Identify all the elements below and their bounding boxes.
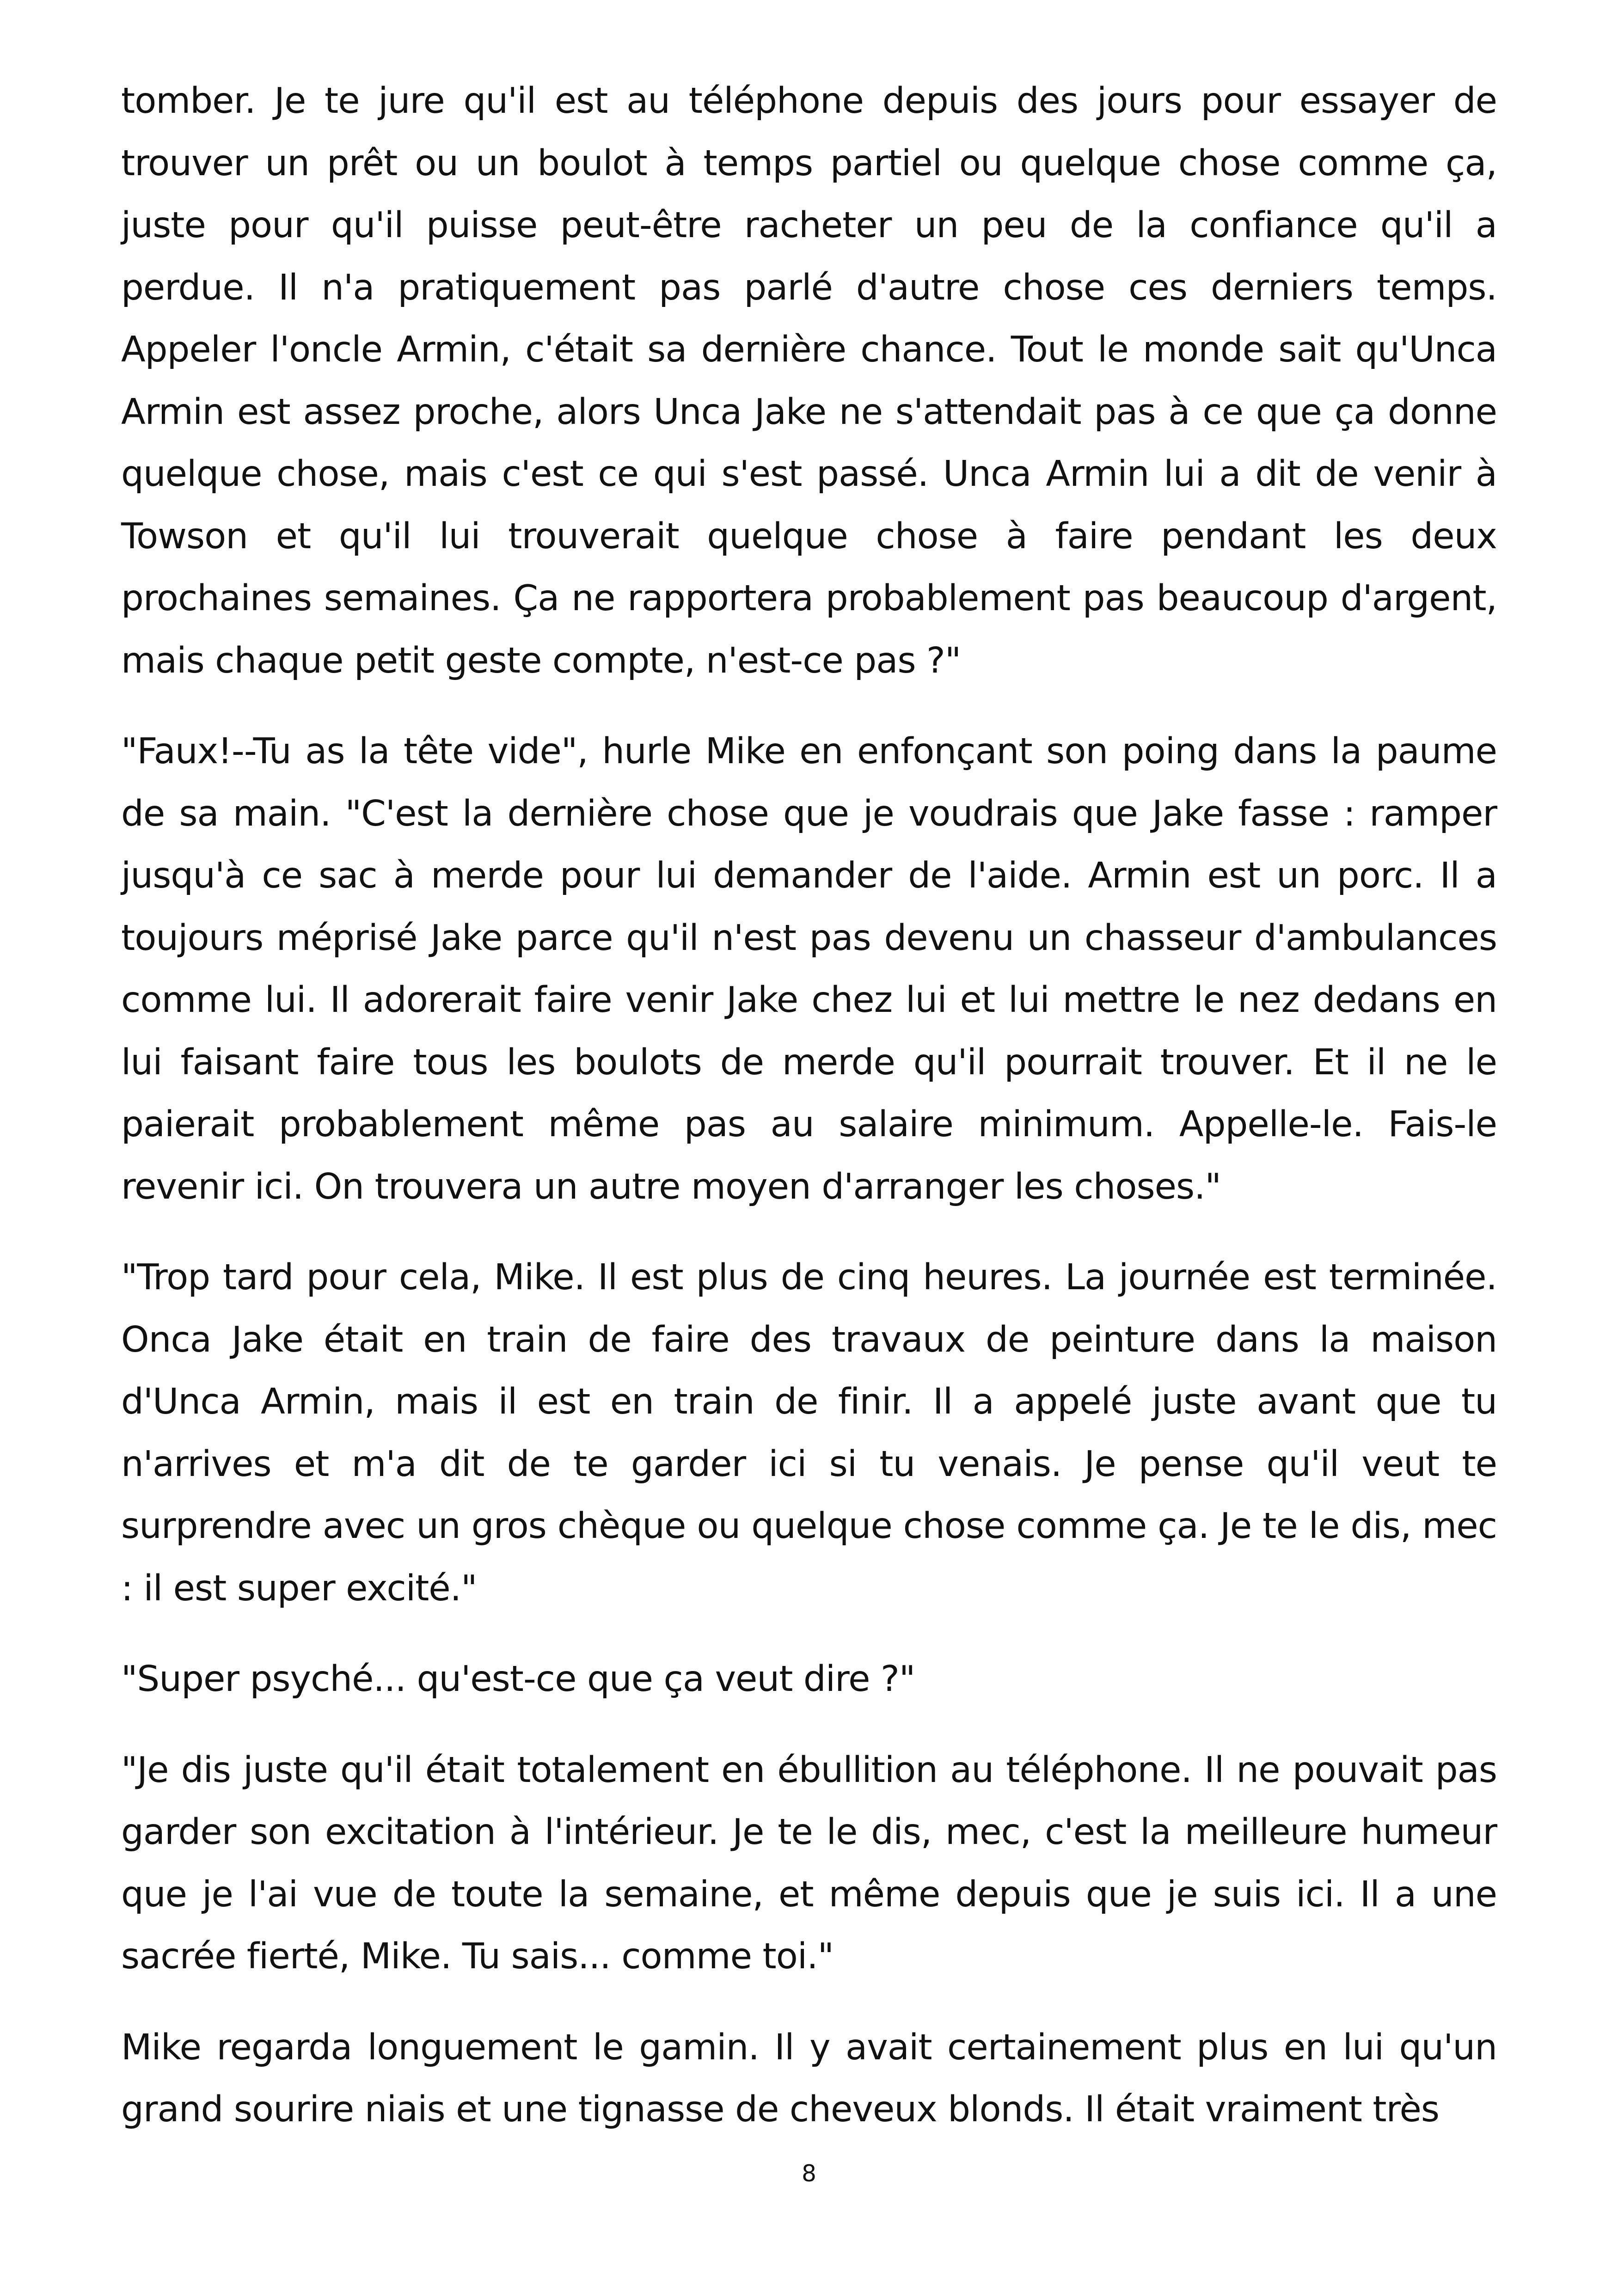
page-number: 8 bbox=[802, 2160, 816, 2187]
paragraph-4: "Super psyché... qu'est-ce que ça veut dire ?" bbox=[121, 1659, 915, 1700]
paragraph-6: Mike regarda longuement le gamin. Il y avait certainement plus en lui qu'un grand sourire niais et une tignasse de cheveux blonds. Il était vraiment très bbox=[121, 2027, 1497, 2130]
paragraph-5: "Je dis juste qu'il était totalement en ébullition au téléphone. Il ne pouvait pas garder son excitation à l'intérieur. Je te le dis, mec, c'est la meilleure humeur que je l'ai vue de toute la semaine, et même depuis que je suis ici. Il a une sacrée fierté, Mike. Tu sais... comme toi." bbox=[121, 1749, 1497, 1977]
paragraph-3: "Trop tard pour cela, Mike. Il est plus de cinq heures. La journée est terminée. Onca Jake était en train de faire des travaux de peinture dans la maison d'Unca Armin, mais il est en train de finir. Il a appelé juste avant que tu n'arrives et m'a dit de te garder ici si tu venais. Je pense qu'il veut te surprendre avec un gros chèque ou quelque chose comme ça. Je te le dis, mec : il est super excité." bbox=[121, 1257, 1497, 1609]
paragraph-1: tomber. Je te jure qu'il est au téléphone depuis des jours pour essayer de trouver un prêt ou un boulot à temps partiel ou quelque chose comme ça, juste pour qu'il puisse peut-être racheter un peu de la confiance qu'il a perdue. Il n'a pratiquement pas parlé d'autre chose ces derniers temps. Appeler l'oncle Armin, c'était sa dernière chance. Tout le monde sait qu'Unca Armin est assez proche, alors Unca Jake ne s'attendait pas à ce que ça donne quelque chose, mais c'est ce qui s'est passé. Unca Armin lui a dit de venir à Towson et qu'il lui trouverait quelque chose à faire pendant les deux prochaines semaines. Ça ne rapportera probablement pas beaucoup d'argent, mais chaque petit geste compte, n'est-ce pas ?" bbox=[121, 80, 1497, 681]
body-text bbox=[121, 70, 1497, 2170]
paragraph-2: "Faux!--Tu as la tête vide", hurle Mike en enfonçant son poing dans la paume de sa main. "C'est la dernière chose que je voudrais que Jake fasse : ramper jusqu'à ce sac à merde pour lui demander de l'aide. Armin est un porc. Il a toujours méprisé Jake parce qu'il n'est pas devenu un chasseur d'ambulances comme lui. Il adorerait faire venir Jake chez lui et lui mettre le nez dedans en lui faisant faire tous les boulots de merde qu'il pourrait trouver. Et il ne le paierait probablement même pas au salaire minimum. Appelle-le. Fais-le revenir ici. On trouvera un autre moyen d'arranger les choses." bbox=[121, 731, 1497, 1207]
